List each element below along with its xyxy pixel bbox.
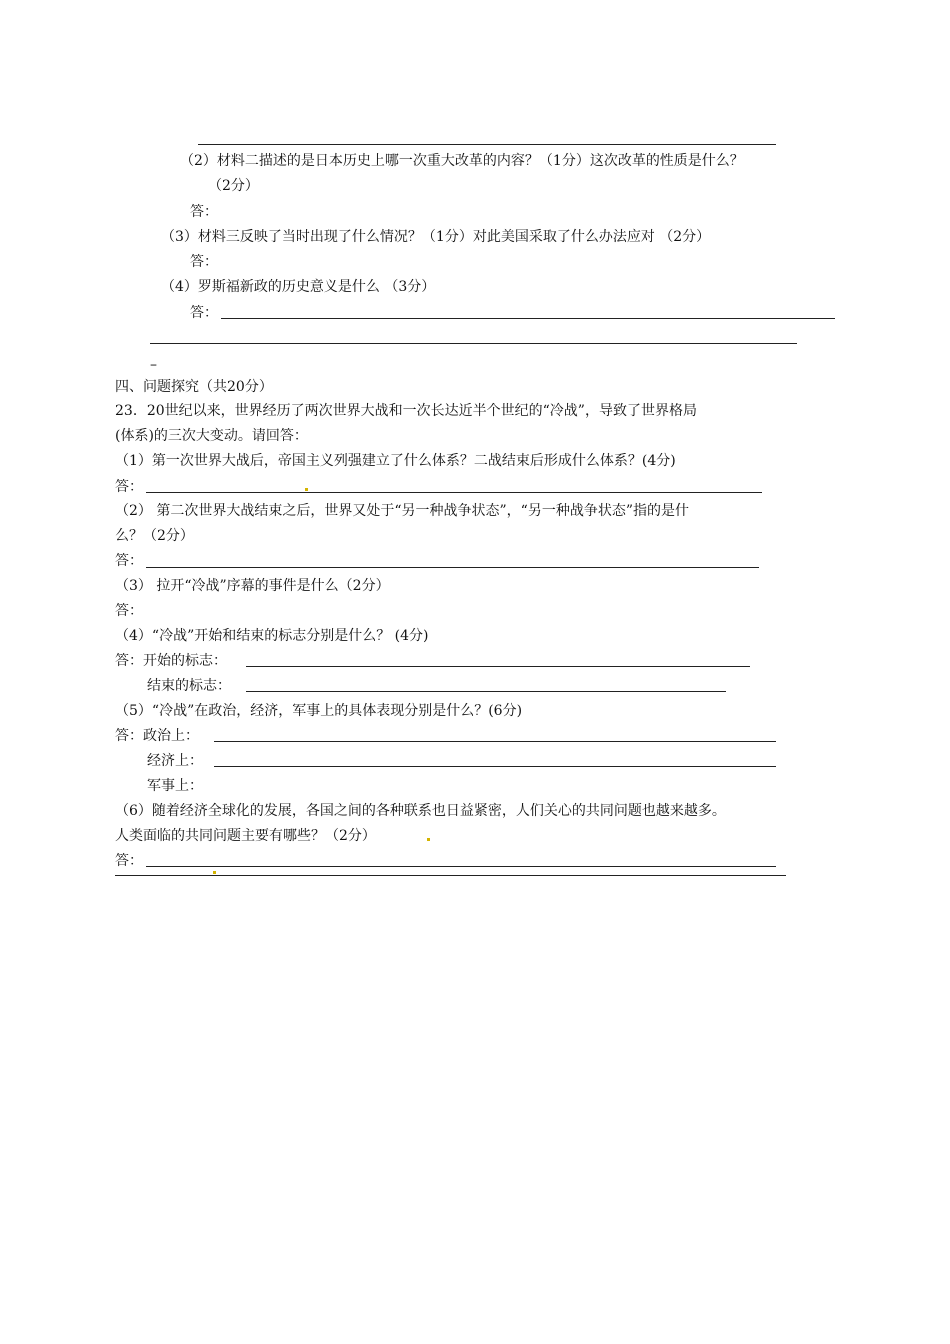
sub-question-6-line-1: （6）随着经济全球化的发展，各国之间的各种联系也日益紧密，人们关心的共同问题也越来越多。 [115, 803, 726, 819]
question-2-line-2: （2分） [208, 178, 259, 194]
sub-question-5-economy-label: 经济上： [147, 753, 203, 769]
sub-question-6-answer-line-1 [146, 866, 776, 867]
sub-question-6-answer-label: 答： [115, 853, 143, 869]
sub-question-2-line-2: 么？（2分） [115, 528, 194, 544]
sub-question-5-politics-line [214, 741, 776, 742]
sub-question-4: （4）“冷战”开始和结束的标志分别是什么？ (4分) [115, 628, 429, 644]
sub-question-2-answer-label: 答： [115, 553, 143, 569]
sub-question-2-answer-line [146, 567, 759, 568]
question-2-answer-label: 答： [190, 204, 218, 220]
sub-question-5-politics-label: 答：政治上： [115, 728, 199, 744]
yellow-mark [427, 838, 430, 841]
question-23-line-2: (体系)的三次大变动。请回答： [115, 428, 308, 444]
question-4: （4）罗斯福新政的历史意义是什么 （3分） [161, 279, 436, 295]
sub-question-5: （5）“冷战”在政治，经济，军事上的具体表现分别是什么？(6分) [115, 703, 523, 719]
sub-question-5-military-label: 军事上： [147, 778, 203, 794]
sub-question-1-answer-line [146, 492, 762, 493]
section-4-heading: 四、问题探究（共20分） [115, 379, 273, 395]
yellow-mark [213, 871, 216, 874]
question-3: （3）材料三反映了当时出现了什么情况？（1分）对此美国采取了什么办法应对 （2分） [161, 229, 711, 245]
sub-question-4-start-line [246, 666, 750, 667]
stray-dash: – [150, 357, 157, 373]
sub-question-3-answer-label: 答： [115, 603, 143, 619]
question-4-answer-line-1 [221, 318, 835, 319]
yellow-mark [305, 488, 308, 491]
sub-question-4-end-label: 结束的标志： [147, 678, 231, 694]
question-2-line-1: （2）材料二描述的是日本历史上哪一次重大改革的内容？（1分）这次改革的性质是什么？ [180, 153, 744, 169]
question-3-answer-label: 答： [190, 254, 218, 270]
sub-question-4-end-line [246, 691, 726, 692]
question-4-answer-label: 答： [190, 305, 218, 321]
sub-question-6-line-2: 人类面临的共同问题主要有哪些？（2分） [115, 828, 376, 844]
question-23-line-1: 23．20世纪以来，世界经历了两次世界大战和一次长达近半个世纪的“冷战”，导致了世界格局 [115, 403, 697, 419]
sub-question-3: （3） 拉开“冷战”序幕的事件是什么（2分） [115, 578, 390, 594]
sub-question-1-answer-label: 答： [115, 479, 143, 495]
sub-question-6-answer-line-2 [115, 875, 786, 876]
sub-question-1: （1）第一次世界大战后，帝国主义列强建立了什么体系？二战结束后形成什么体系？(4分) [115, 453, 676, 469]
sub-question-5-economy-line [214, 766, 776, 767]
question-4-answer-line-2 [150, 343, 797, 344]
sub-question-2-line-1: （2） 第二次世界大战结束之后，世界又处于“另一种战争状态”，“另一种战争状态”指的是什 [115, 503, 689, 519]
answer-line-top [198, 144, 776, 145]
sub-question-4-start-label: 答：开始的标志： [115, 653, 227, 669]
